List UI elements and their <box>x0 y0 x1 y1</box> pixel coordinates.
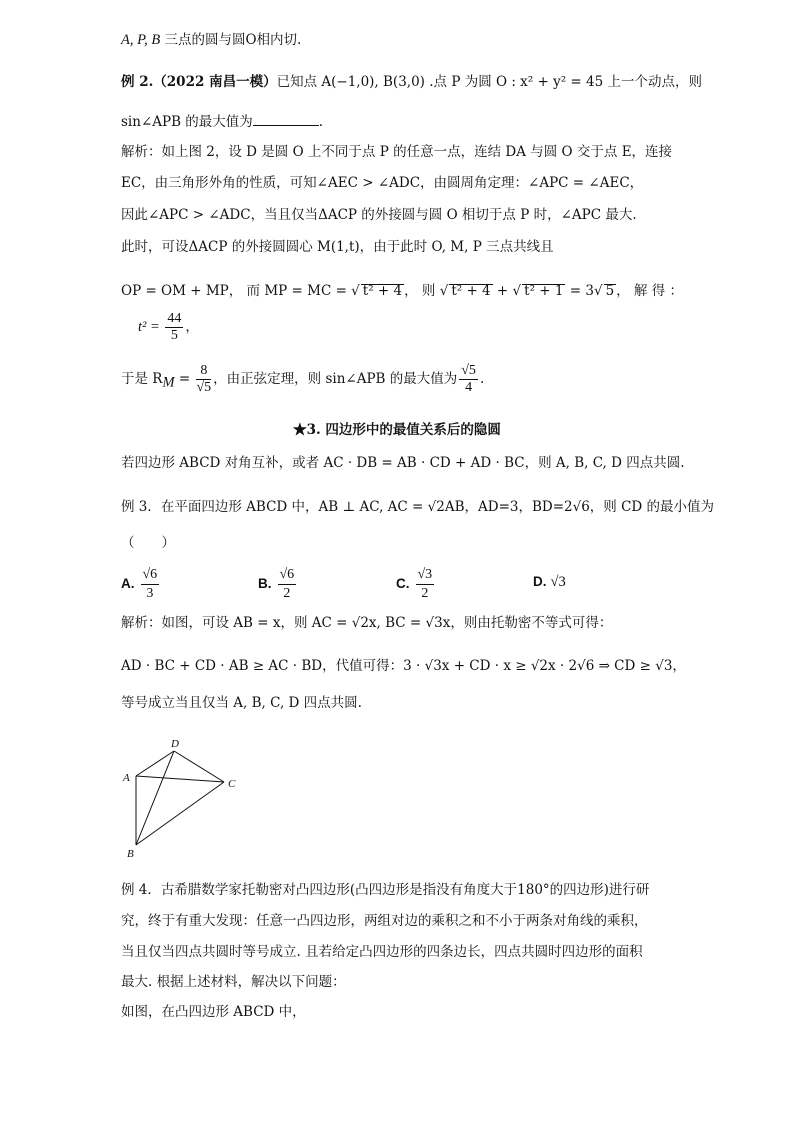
intro-text: 三点的圆与圆O相内切. <box>160 32 302 48</box>
vertex-a-label: A <box>123 772 130 784</box>
solution2-line1: 解析：如上图 2，设 D 是圆 O 上不同于点 P 的任意一点，连结 DA 与圆 O 交于点 E，连接 <box>121 144 673 160</box>
fraction-8-root5 <box>196 364 211 395</box>
option-b-value <box>278 567 297 602</box>
example4-line2: 究，终于有重大发现：任意一凸四边形，两组对边的乘积之和不小于两条对角线的乘积， <box>121 913 648 929</box>
frac-den: √5 <box>196 380 212 395</box>
option-a[interactable] <box>121 567 161 602</box>
example2-text: 已知点 A(−1,0), B(3,0) .点 P 为圆 O : x² + y² = 45 上一个动点，则 <box>276 74 702 90</box>
sqrt-arg-2: t² + 4 <box>451 283 491 299</box>
edge-ac <box>136 776 224 782</box>
solution2-line7 <box>121 364 484 395</box>
frac-den: 2 <box>283 586 291 601</box>
cyclic-condition: 若四边形 ABCD 对角互补，或者 AC · DB = AB · CD + AD · BC，则 A, B, C, D 四点共圆. <box>121 455 685 471</box>
solution2-line2: EC，由三角形外角的性质，可知∠AEC > ∠ADC，由圆周角定理：∠APC = ∠AEC， <box>121 175 644 191</box>
eq-plus: + <box>492 283 513 299</box>
sqrt-symbol: √ <box>512 283 522 299</box>
points-apb: A, P, B <box>121 32 161 48</box>
sine-text: ，由正弦定理，则 sin∠APB 的最大值为 <box>213 371 458 387</box>
sqrt-arg-1: t² + 4 <box>362 283 403 299</box>
frac-num: √6 <box>278 567 297 585</box>
option-a-label: A. <box>121 576 135 591</box>
solution2-line3: 因此∠APC > ∠ADC，当且仅当ΔACP 的外接圆与圆 O 相切于点 P 时，∠APC 最大. <box>121 207 637 223</box>
example2-question: sin∠APB 的最大值为 <box>121 114 253 130</box>
eq-solve: ， 解 得 ： <box>616 283 684 299</box>
sqrt-symbol: √ <box>351 283 360 299</box>
period: . <box>479 371 485 387</box>
radius-sub: M <box>162 374 175 391</box>
solution3-line1: 解析：如图，可设 AB = x，则 AC = √2x, BC = √3x，则由托勒密不等式可得： <box>121 615 613 631</box>
edge-dc <box>174 751 224 782</box>
comma: ， <box>185 319 199 335</box>
radius-text: 于是 R <box>121 371 163 387</box>
sqrt-arg-3: t² + 1 <box>524 283 564 299</box>
option-d[interactable] <box>533 574 566 591</box>
solution2-line5 <box>121 284 683 299</box>
example4-line5: 如图，在凸四边形 ABCD 中， <box>121 1004 306 1020</box>
vertex-b-label: B <box>127 848 134 860</box>
example2-line1 <box>121 76 702 90</box>
example4-line3: 当且仅当四点共圆时等号成立. 且若给定凸四边形的四条边长，四点共圆时四边形的面积 <box>121 944 643 960</box>
eq-op: OP = OM + MP， 而 MP = MC = <box>121 283 352 299</box>
solution2-line6 <box>138 312 199 343</box>
example4-line1: 例 4．古希腊数学家托勒密对凸四边形(凸四边形是指没有角度大于180°的四边形)进行研 <box>121 882 650 898</box>
option-c-label: C. <box>396 576 410 591</box>
solution3-line2: AD · BC + CD · AB ≥ AC · BD，代值可得：3 · √3x + CD · x ≥ √2x · 2√6 ⇒ CD ≥ √3， <box>121 658 686 674</box>
fraction-root5-4 <box>459 364 478 395</box>
frac-num: √3 <box>416 567 435 585</box>
solution3-line3: 等号成立当且仅当 A, B, C, D 四点共圆. <box>121 695 362 711</box>
option-c[interactable] <box>396 567 436 602</box>
option-b[interactable] <box>258 567 298 602</box>
solution2-line4: 此时，可设ΔACP 的外接圆圆心 M(1,t)，由于此时 O, M, P 三点共线且 <box>121 239 554 255</box>
frac-den: 5 <box>170 328 178 343</box>
frac-num: √6 <box>141 567 160 585</box>
section3-title: ★3. 四边形中的最值关系后的隐圆 <box>293 422 501 438</box>
fraction-44-5 <box>165 312 183 343</box>
quadrilateral-figure <box>118 735 248 863</box>
edge-ad <box>136 751 174 776</box>
intro-line <box>121 33 301 48</box>
vertex-d-label: D <box>171 738 179 750</box>
option-b-label: B. <box>258 576 272 591</box>
sqrt-arg-4: 5 <box>605 283 615 299</box>
example2-label: 例 2.（2022 南昌一模） <box>121 74 277 90</box>
frac-num: 44 <box>167 311 182 326</box>
example4-line4: 最大. 根据上述材料，解决以下问题： <box>121 974 346 990</box>
option-d-label: D. <box>533 574 547 589</box>
frac-den: 2 <box>421 586 429 601</box>
option-a-value <box>141 567 160 602</box>
frac-den: 4 <box>465 380 473 395</box>
sqrt-symbol: √ <box>593 283 603 299</box>
answer-blank <box>253 113 319 126</box>
eq-result: = 3 <box>565 283 594 299</box>
example2-period: . <box>318 114 324 130</box>
eq-then: ， 则 <box>404 283 440 299</box>
frac-den: 3 <box>146 586 154 601</box>
t-squared: t² = <box>138 319 164 335</box>
option-c-value <box>416 567 435 602</box>
frac-num: 8 <box>196 364 211 380</box>
option-d-value: √3 <box>550 574 566 590</box>
vertex-c-label: C <box>228 778 236 790</box>
example3-line1: 例 3．在平面四边形 ABCD 中，AB ⊥ AC, AC = √2AB，AD=3，BD=2√6，则 CD 的最小值为 <box>121 499 715 515</box>
eq: = <box>174 371 195 387</box>
frac-num: √5 <box>461 363 476 378</box>
sqrt-symbol: √ <box>439 283 449 299</box>
example3-paren: （ ） <box>121 535 175 551</box>
example2-line2 <box>121 113 323 130</box>
